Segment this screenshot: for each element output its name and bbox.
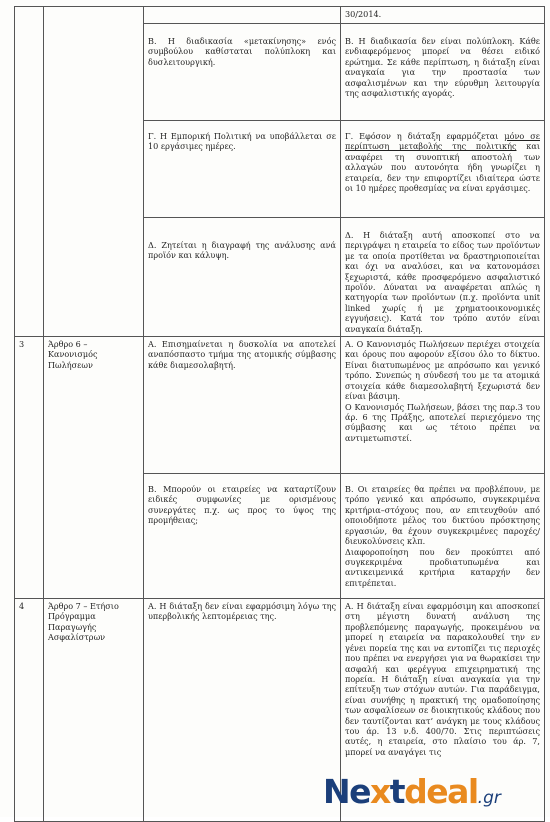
article-cell: Άρθρο 7 – Ετήσιο Πρόγραμμα Παραγωγής Ασφαλίστρων [44, 599, 144, 822]
comment-cell: Β. Η διαδικασία «μετακίνησης» ενός συμβούλου καθίσταται πολύπλοκη και δυσλειτουργική. [144, 24, 341, 121]
underlined-text: μόνο σε περίπτωση μεταβολής της πολιτικής [345, 131, 540, 152]
row-number-cell: 3 [15, 337, 44, 599]
response-cell: Β. Οι εταιρείες θα πρέπει να προβλέπουν, με τρόπο γενικό και απρόσωπο, συγκεκριμένα κριτήρια–στόχους που, αν επιτευχθούν από οποιοδήποτε μέλος του δικτύου πρόσκτησης εργασιών, θα έχουν συγκεκριμένες παροχές/διευκολύνσεις κλπ. Διαφοροποίηση που δεν προκύπτει από συγκεκριμένα προδιατυπωμένα και αντικειμενικά κριτήρια καταρχήν δεν επιτρέπεται. [341, 474, 545, 599]
table-row [15, 337, 545, 474]
logo-deal-text: deal [404, 772, 478, 811]
nextdeal-logo [323, 772, 548, 814]
article-cell [44, 7, 144, 337]
row-number-cell [15, 7, 44, 337]
table-row [15, 7, 545, 24]
comment-cell: Β. Μπορούν οι εταιρείες να καταρτίζουν ειδικές συμφωνίες με ορισμένους συνεργάτες π.χ. ως προς το ύψος της προμήθειας; [144, 474, 341, 599]
logo-gr-text: .gr [477, 788, 501, 808]
comment-cell: Γ. Η Εμπορική Πολιτική να υποβάλλεται σε 10 εργάσιμες ημέρες. [144, 121, 341, 218]
row-number-cell: 4 [15, 599, 44, 822]
article-cell: Άρθρο 6 – Κανονισμός Πωλήσεων [44, 337, 144, 599]
comment-cell [144, 7, 341, 24]
response-cell: 30/2014. [341, 7, 545, 24]
response-cell: Α. Ο Κανονισμός Πωλήσεων περιέχει στοιχεία και όρους που αφορούν εξίσου όλο το δίκτυο. Είναι διατυπωμένος με απρόσωπο και γενικό τρόπο. Συνεπώς η σύνδεσή του με τα ατομικά στοιχεία κάθε διαμεσολαβητή ξεχωριστά δεν είναι βάσιμη. Ο Κανονισμός Πωλήσεων, βάσει της παρ.3 του άρ. 6 της Πράξης, αποτελεί περιεχόμενο της σύμβασης και ως τέτοιο πρέπει να αντιμετωπιστεί. [341, 337, 545, 474]
response-cell: Β. Η διαδικασία δεν είναι πολύπλοκη. Κάθε ενδιαφερόμενος μπορεί να θέσει ειδικό ερώτημα. Σε κάθε περίπτωση, η διάταξη είναι αναγκαία για την προστασία των ασφαλισμένων και την εύρυθμη λειτουργία της ασφαλιστικής αγοράς. [341, 24, 545, 121]
response-cell: Α. Η διάταξη είναι εφαρμόσιμη και αποσκοπεί στη μέγιστη δυνατή ανάλυση της προβλεπόμενης παραγωγής, προκειμένου να μπορεί η εταιρεία να παρακολουθεί την εν γένει πορεία της και να εντοπίζει τις περιοχές που πρέπει να ενεργήσει για να θωρακίσει την ασφαλή και φερέγγυα επιχειρηματική της πορεία. Η διάταξη είναι αναγκαία για την επίτευξη των στόχων αυτών. Για παράδειγμα, είναι συνήθης η πρακτική της ομαδοποίησης των ασφαλίσεων σε διοικητικούς κλάδους που δεν ταυτίζονται κατ’ ανάγκη με τους κλάδους του άρ. 13 ν.δ. 400/70. Στις περιπτώσεις αυτές, η εταιρεία, στο πλαίσιο του άρ. 7, μπορεί να αναγάγει τις [341, 599, 545, 822]
response-cell: Δ. Η διάταξη αυτή αποσκοπεί στο να περιγράψει η εταιρεία το είδος των προϊόντων με τα οποία προτίθεται να δραστηριοποιείται και όχι να αναλύσει, και να κατονομάσει ξεχωριστά, κάθε προσφερόμενο ασφαλιστικό προϊόν. Δύναται να αναφέρεται απλώς η κατηγορία των προϊόντων (π.χ. προϊόντα unit linked χωρίς ή με χρηματοοικονομικές εγγυήσεις). Κατά τον τρόπο αυτόν είναι αναγκαία διάταξη. [341, 218, 545, 337]
comments-table [14, 6, 545, 822]
comment-cell: Α. Επισημαίνεται η δυσκολία να αποτελεί αναπόσπαστο τμήμα της ατομικής σύμβασης κάθε διαμεσολαβητή. [144, 337, 341, 474]
response-cell: Γ. Εφόσον η διάταξη εφαρμόζεται μόνο σε περίπτωση μεταβολής της πολιτικής και αναφέρει τη συνοπτική αποστολή των αλλαγών που αυτονόητα ήδη γνωρίζει η εταιρεία, δεν την επιφορτίζει ιδιαίτερα ώστε οι 10 ημέρες προθεσμίας να είναι εργάσιμες. [341, 121, 545, 218]
comment-cell: Δ. Ζητείται η διαγραφή της ανάλυσης ανά προϊόν και κάλυψη. [144, 218, 341, 337]
logo-next-text: Next [323, 772, 405, 811]
comment-cell: Α. Η διάταξη δεν είναι εφαρμόσιμη λόγω της υπερβολικής λεπτομέρειας της. [144, 599, 341, 822]
